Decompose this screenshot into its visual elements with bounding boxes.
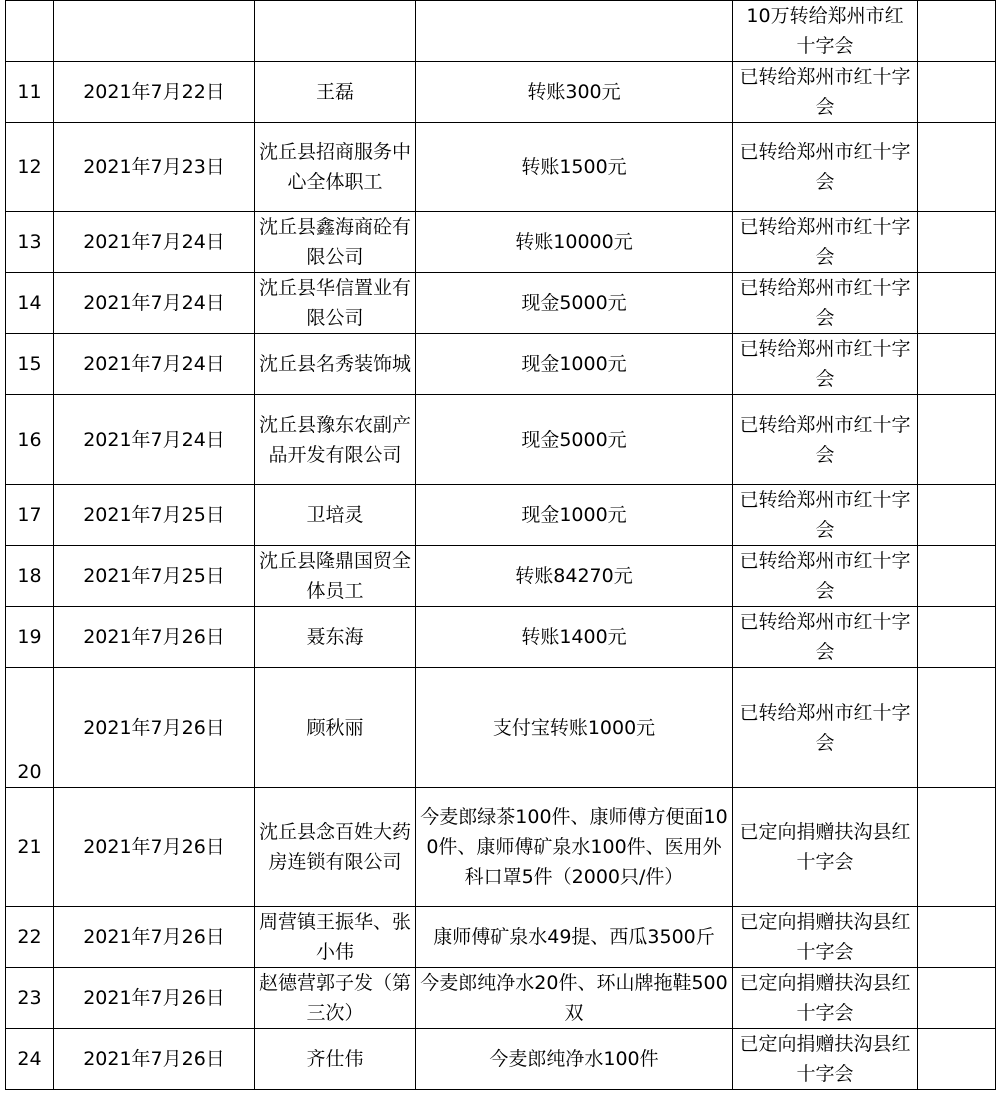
cell-status: 已转给郑州市红十字会 xyxy=(733,62,918,123)
cell-content: 现金1000元 xyxy=(416,334,733,395)
cell-donor: 沈丘县隆鼎国贸全体员工 xyxy=(255,546,416,607)
table-row xyxy=(6,273,996,334)
cell-donor: 卫培灵 xyxy=(255,485,416,546)
table-row xyxy=(6,395,996,485)
cell-num: 17 xyxy=(6,485,54,546)
table-row xyxy=(6,968,996,1029)
cell-content: 今麦郎纯净水100件 xyxy=(416,1029,733,1090)
cell-date: 2021年7月24日 xyxy=(54,273,255,334)
cell-num: 14 xyxy=(6,273,54,334)
donation-table xyxy=(5,0,996,1090)
table-row xyxy=(6,907,996,968)
cell-donor: 齐仕伟 xyxy=(255,1029,416,1090)
cell-note xyxy=(918,968,996,1029)
cell-status: 已转给郑州市红十字会 xyxy=(733,395,918,485)
cell-date: 2021年7月24日 xyxy=(54,334,255,395)
cell-status: 已定向捐赠扶沟县红十字会 xyxy=(733,907,918,968)
cell-date: 2021年7月26日 xyxy=(54,607,255,668)
cell-note xyxy=(918,62,996,123)
table-row xyxy=(6,123,996,212)
table-row xyxy=(6,607,996,668)
table-row xyxy=(6,546,996,607)
cell-num: 24 xyxy=(6,1029,54,1090)
cell-content: 现金1000元 xyxy=(416,485,733,546)
cell-note xyxy=(918,546,996,607)
cell-content: 转账300元 xyxy=(416,62,733,123)
cell-note xyxy=(918,123,996,212)
cell-num: 20 xyxy=(6,668,54,788)
cell-status: 已定向捐赠扶沟县红十字会 xyxy=(733,788,918,907)
cell-note xyxy=(918,212,996,273)
cell-num: 22 xyxy=(6,907,54,968)
cell-content: 转账1400元 xyxy=(416,607,733,668)
cell-donor xyxy=(255,1,416,62)
cell-num: 13 xyxy=(6,212,54,273)
cell-num: 11 xyxy=(6,62,54,123)
table-row xyxy=(6,212,996,273)
cell-content: 今麦郎纯净水20件、环山牌拖鞋500双 xyxy=(416,968,733,1029)
cell-donor: 顾秋丽 xyxy=(255,668,416,788)
cell-donor: 聂东海 xyxy=(255,607,416,668)
cell-date: 2021年7月26日 xyxy=(54,1029,255,1090)
cell-num xyxy=(6,1,54,62)
cell-status: 已定向捐赠扶沟县红十字会 xyxy=(733,968,918,1029)
cell-date: 2021年7月23日 xyxy=(54,123,255,212)
cell-note xyxy=(918,607,996,668)
cell-note xyxy=(918,788,996,907)
cell-donor: 沈丘县华信置业有限公司 xyxy=(255,273,416,334)
cell-note xyxy=(918,334,996,395)
table-row xyxy=(6,1029,996,1090)
table-row xyxy=(6,788,996,907)
cell-donor: 沈丘县念百姓大药房连锁有限公司 xyxy=(255,788,416,907)
table-row xyxy=(6,485,996,546)
cell-num: 23 xyxy=(6,968,54,1029)
cell-status: 已转给郑州市红十字会 xyxy=(733,485,918,546)
cell-date xyxy=(54,1,255,62)
cell-status: 10万转给郑州市红十字会 xyxy=(733,1,918,62)
cell-content: 支付宝转账1000元 xyxy=(416,668,733,788)
cell-donor: 沈丘县名秀装饰城 xyxy=(255,334,416,395)
cell-note xyxy=(918,485,996,546)
cell-note xyxy=(918,395,996,485)
cell-date: 2021年7月26日 xyxy=(54,788,255,907)
cell-donor: 沈丘县鑫海商砼有限公司 xyxy=(255,212,416,273)
cell-content: 转账84270元 xyxy=(416,546,733,607)
cell-date: 2021年7月26日 xyxy=(54,668,255,788)
table-row xyxy=(6,1,996,62)
cell-content: 转账1500元 xyxy=(416,123,733,212)
cell-content: 康师傅矿泉水49提、西瓜3500斤 xyxy=(416,907,733,968)
cell-status: 已转给郑州市红十字会 xyxy=(733,546,918,607)
table-row xyxy=(6,334,996,395)
table-body xyxy=(6,1,996,1090)
cell-num: 18 xyxy=(6,546,54,607)
cell-donor: 沈丘县招商服务中心全体职工 xyxy=(255,123,416,212)
table-row xyxy=(6,62,996,123)
cell-date: 2021年7月22日 xyxy=(54,62,255,123)
cell-date: 2021年7月25日 xyxy=(54,485,255,546)
cell-num: 12 xyxy=(6,123,54,212)
cell-content: 现金5000元 xyxy=(416,273,733,334)
cell-content: 转账10000元 xyxy=(416,212,733,273)
cell-note xyxy=(918,668,996,788)
cell-date: 2021年7月24日 xyxy=(54,395,255,485)
cell-donor: 赵德营郭子发（第三次） xyxy=(255,968,416,1029)
cell-donor: 王磊 xyxy=(255,62,416,123)
cell-content: 现金5000元 xyxy=(416,395,733,485)
cell-status: 已转给郑州市红十字会 xyxy=(733,273,918,334)
cell-donor: 沈丘县豫东农副产品开发有限公司 xyxy=(255,395,416,485)
cell-date: 2021年7月26日 xyxy=(54,907,255,968)
cell-num: 19 xyxy=(6,607,54,668)
cell-status: 已转给郑州市红十字会 xyxy=(733,123,918,212)
cell-status: 已转给郑州市红十字会 xyxy=(733,334,918,395)
cell-note xyxy=(918,907,996,968)
table-row xyxy=(6,668,996,788)
cell-num: 15 xyxy=(6,334,54,395)
cell-date: 2021年7月26日 xyxy=(54,968,255,1029)
cell-status: 已转给郑州市红十字会 xyxy=(733,668,918,788)
cell-note xyxy=(918,1029,996,1090)
cell-num: 21 xyxy=(6,788,54,907)
cell-donor: 周营镇王振华、张小伟 xyxy=(255,907,416,968)
cell-status: 已转给郑州市红十字会 xyxy=(733,212,918,273)
cell-content: 今麦郎绿茶100件、康师傅方便面100件、康师傅矿泉水100件、医用外科口罩5件（2000只/件） xyxy=(416,788,733,907)
cell-date: 2021年7月24日 xyxy=(54,212,255,273)
cell-status: 已定向捐赠扶沟县红十字会 xyxy=(733,1029,918,1090)
cell-date: 2021年7月25日 xyxy=(54,546,255,607)
cell-note xyxy=(918,273,996,334)
cell-note xyxy=(918,1,996,62)
cell-status: 已转给郑州市红十字会 xyxy=(733,607,918,668)
cell-content xyxy=(416,1,733,62)
cell-num: 16 xyxy=(6,395,54,485)
